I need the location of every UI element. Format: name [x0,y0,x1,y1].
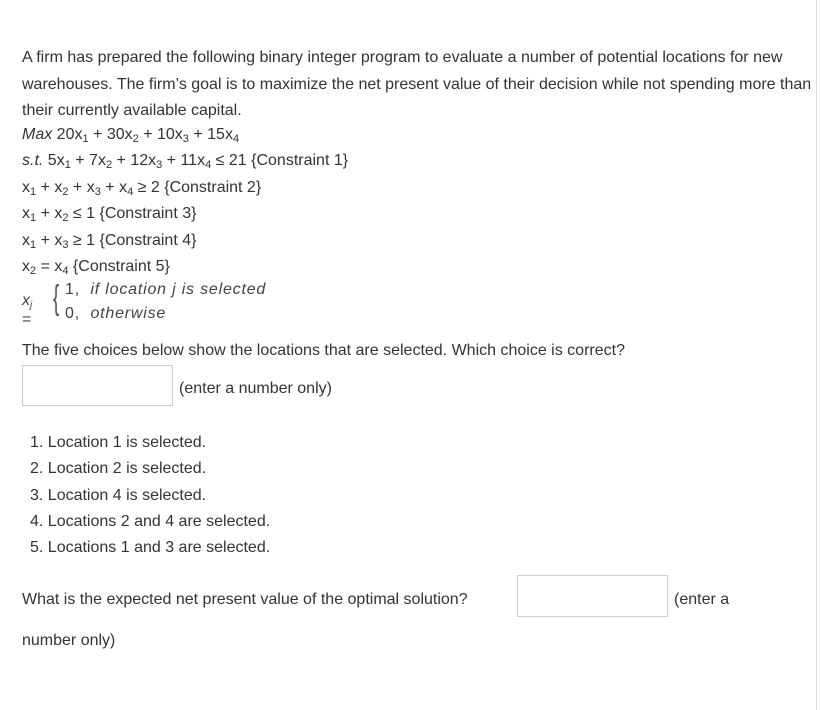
question2-hint-part1: (enter a [674,591,730,608]
choice-item: 1. Location 1 is selected. [30,434,207,451]
case-selected: 1, if location j is selected [65,281,267,298]
brace: { [53,279,60,317]
question2-answer-input[interactable] [517,575,668,617]
choice-list [30,430,270,561]
choice-item: 2. Location 2 is selected. [30,460,207,478]
choice-item: 3. Location 4 is selected. [30,486,207,504]
question1-answer-input[interactable] [22,365,173,406]
constraint-1: s.t. $5x_1 + 7x_2 + 12x_3 + 11x_4 \le 21$ {Constraint 1} [22,152,349,171]
case-otherwise: 0, otherwise [65,305,167,322]
question2-hint-part2: number only) [22,632,116,649]
question2-prompt: What is the expected net present value of the optimal solution? [22,591,468,608]
problem-intro: A firm has prepared the following binary integer program to evaluate a number of potential locations for new warehouses. The firm’s goal is to maximize the net present value of their decision while not spending more than their currently available capital. [22,49,812,119]
page-right-border [816,0,817,710]
choice-item: 5. Locations 1 and 3 are selected. [30,539,271,557]
constraint-4: $x_1 + x_3 \ge 1$ {Constraint 4} [22,232,197,251]
constraint-3: $x_1 + x_2 \le 1$ {Constraint 3} [22,205,197,224]
question1-prompt: The five choices below show the locations that are selected. Which choice is correct? [22,342,625,359]
variable-xj: $x_j$ = [22,292,33,328]
objective-function: Max $20x_1 + 30x_2 + 10x_3 + 15x_4$ [22,126,240,145]
constraint-5: $x_2 = x_4$ {Constraint 5} [22,258,170,277]
question1-hint: (enter a number only) [179,380,332,397]
constraint-2: $x_1 + x_2 + x_3 + x_4 \ge 2$ {Constraint 2} [22,179,262,198]
choice-item: 4. Locations 2 and 4 are selected. [30,512,271,530]
